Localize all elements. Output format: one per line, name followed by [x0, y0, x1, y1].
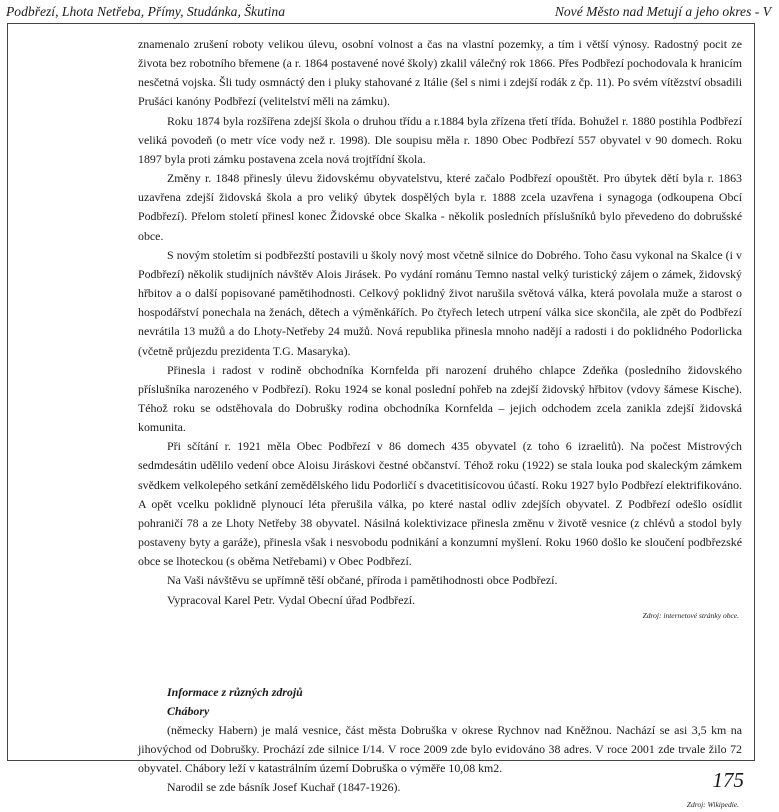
- section-subtitle: Chábory: [167, 703, 210, 718]
- paragraph: (německy Habern) je malá vesnice, část města Dobruška v okrese Rychnov nad Kněžnou. Nachází se asi 3,5 km na jihovýchod od Dobrušky. Prochází zde silnice I/14. V roce 2009 zde bylo evidováno 38 adres. V roce 2001 zde trvale žilo 72 obyvatel. Chábory leží v katastrálním území Dobruška o výměře 10,08 km2.: [138, 723, 742, 776]
- running-head-left: Podbřezí, Lhota Netřeba, Přímy, Studánka, Škutina: [6, 4, 286, 19]
- page-number: 175: [712, 768, 744, 792]
- running-head-right: Nové Město nad Metují a jeho okres - V: [554, 4, 771, 19]
- section-gap: [138, 623, 742, 683]
- source-note: Zdroj: internetové stránky obce.: [642, 610, 739, 620]
- body-text: [138, 35, 742, 812]
- paragraph: Změny r. 1848 přinesly úlevu židovskému obyvatelstvu, které začalo Podbřezí opouštět. Pro úbytek dětí byla r. 1863 uzavřena zdejší židovská škola a pro veliký úbytek dospělých byla r. 1888 zcela uzavřena i synagoga (odkoupena Obcí Podbřezí). Přelom století přinesl konec Židovské obce Skalka - několik posledních příslušníků bylo převedeno do dobrušské obce.: [138, 171, 742, 243]
- paragraph: S novým stoletím si podbřezští postavili u školy nový most včetně silnice do Dobrého. Toho času vykonal na Skalce (i v Podbřezí) několik studijních návštěv Alois Jirásek. Po vydání románu Temno nastal velký turistický zájem o zámek, židovský hřbitov a o další popisované pamětihodnosti. Celkový poklidný život narušila světová válka, která povolala muže a starost o hospodářství ponechala na ženách, dětech a výměnkářích. Po čtyřech letech utrpení válka sice skončila, ale zpět do Podbřezí nevrátila 13 mužů a do Lhoty-Netřeby 24 mužů. Nová republika přinesla mnoho nadějí a radosti i do poklidného Podorlicka (včetně průjezdu prezidenta T.G. Masaryka).: [138, 247, 742, 358]
- section-title: Informace z různých zdrojů: [167, 684, 303, 699]
- paragraph: Přinesla i radost v rodině obchodníka Kornfelda při narození druhého chlapce Zdeňka (posledního židovského příslušníka narozeného v Podbřezí). Roku 1924 se konal poslední pohřeb na zdejší židovský hřbitov (vdovy šámese Kische). Téhož roku se odstěhovala do Dobrušky rodina obchodníka Kornfelda – jejich odchodem zcela zanikla zdejší židovská komunita.: [138, 362, 742, 435]
- paragraph: Na Vaši návštěvu se upřímně těší občané, příroda i pamětihodnosti obce Podbřezí.: [167, 573, 558, 588]
- running-head: [6, 3, 771, 23]
- paragraph: znamenalo zrušení roboty velikou úlevu, osobní volnost a čas na vlastní pozemky, a tím i větší výnosy. Radostný pocit ze života bez robotního břemene (a r. 1864 postavené nové školy) zkalil válečný rok 1866. Přes Podbřezí pochodovala k hranicím nesčetná vojska. Šli tudy osmnáctý den i pluky stahované z Itálie (šel s nimi i zdejší rodák z čp. 11). Po svém vítězství obsadili Prušáci kanóny Podbřezí (velitelství měli na zámku).: [138, 37, 742, 109]
- paragraph: Narodil se zde básník Josef Kuchař (1847-1926).: [167, 780, 401, 795]
- paragraph: Vypracoval Karel Petr. Vydal Obecní úřad Podbřezí.: [167, 592, 416, 607]
- source-note: Zdroj: Wikipedie.: [686, 799, 739, 809]
- paragraph: Při sčítání r. 1921 měla Obec Podbřezí v 86 domech 435 obyvatel (z toho 6 izraelitů). Na počest Mistrových sedmdesátin udělilo vedení obce Aloisu Jiráskovi čestné občanství. Téhož roku (1922) se stala louka pod skaleckým zámkem svědkem velkolepého setkání zemědělského lidu Podorličí s dvacetitisícovou účastí. Roku 1927 bylo Podbřezí elektrifikováno. A opět vcelku poklidně plynoucí léta přerušila válka, po které nastal odliv zdejších obyvatel. Z Podbřezí odešlo osídlit pohraničí 78 a ze Lhoty Netřeby 38 obyvatel. Násilná kolektivizace přinesla změnu v životě vesnice (z chlévů a stodol byly postaveny byty a garáže), přinesla však i nesvobodu podnikání a konzumní myšlení. Roku 1960 došlo ke sloučení podbřezské obce se lhoteckou (s oběma Netřebami) v Obec Podbřezí.: [138, 439, 742, 569]
- paragraph: Roku 1874 byla rozšířena zdejší škola o druhou třídu a r.1884 byla zřízena třetí třída. Bohužel r. 1880 postihla Podbřezí veliká povodeň (o metr více vody než r. 1998). Dle soupisu měla r. 1890 Obec Podbřezí 557 obyvatel v 90 domech. Roku 1897 byla proti zámku postavena zcela nová trojtřídní škola.: [138, 113, 742, 166]
